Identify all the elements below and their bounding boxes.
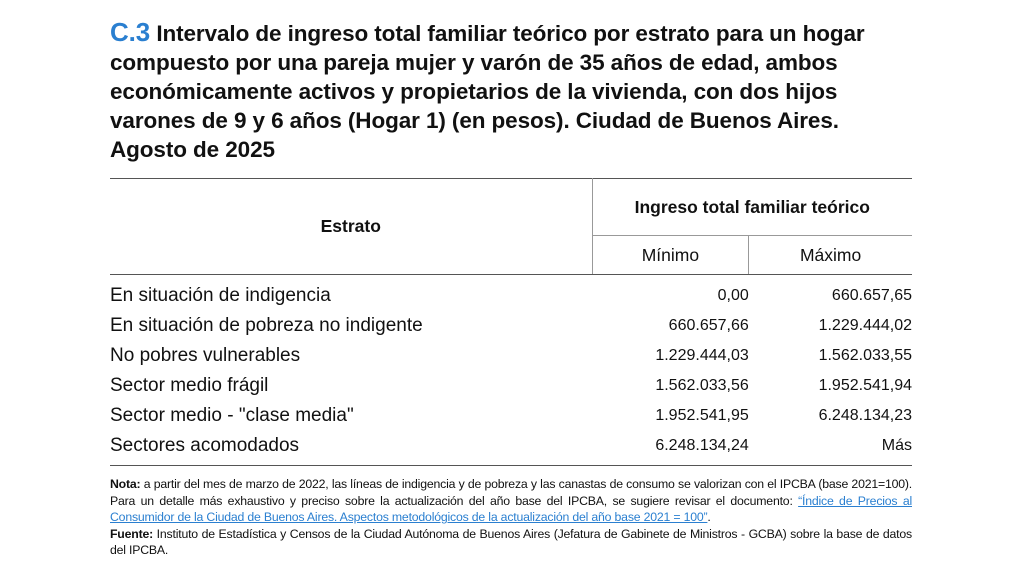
maximo-cell: Más xyxy=(749,431,912,466)
table-row xyxy=(110,401,912,431)
fuente-paragraph xyxy=(110,526,912,559)
header-maximo: Máximo xyxy=(749,236,912,275)
table-code: C.3 xyxy=(110,17,151,47)
maximo-cell: 1.229.444,02 xyxy=(818,317,912,334)
minimo-cell: 0,00 xyxy=(717,287,749,304)
table-row xyxy=(110,371,912,401)
income-table xyxy=(110,178,912,466)
estrato-cell: Sectores acomodados xyxy=(110,431,592,466)
minimo-cell: 1.229.444,03 xyxy=(655,347,749,364)
maximo-cell: 660.657,65 xyxy=(831,287,912,304)
estrato-cell: En situación de pobreza no indigente xyxy=(110,315,423,336)
table-title-text: Intervalo de ingreso total familiar teórico por estrato para un hogar compuesto por una pareja mujer y varón de 35 años de edad, ambos económicamente activos y propietarios de la vivienda, con dos hijos varones de 9 y 6 años (Hogar 1) (en pesos). Ciudad de Buenos Aires. Agosto de 2025 xyxy=(110,21,865,162)
nota-label: Nota: xyxy=(110,477,141,491)
ipcba-document-link[interactable]: “Índice de Precios al Consumidor de la Ciudad de Buenos Aires. Aspectos metodológicos de la actualización del año base 2021 = 100” xyxy=(110,493,912,524)
table-notes xyxy=(110,476,912,559)
maximo-cell: 6.248.134,23 xyxy=(818,407,912,424)
estrato-cell: En situación de indigencia xyxy=(110,285,331,306)
header-ingreso: Ingreso total familiar teórico xyxy=(592,179,912,236)
nota-text: a partir del mes de marzo de 2022, las líneas de indigencia y de pobreza y las canastas de consumo se valorizan con el IPCBA (base 2021=100). Para un detalle más exhaustivo y preciso sobre la actualización del año base del IPCBA, se sugiere revisar el documento: xyxy=(110,477,912,508)
minimo-cell: 1.952.541,95 xyxy=(655,407,749,424)
table-row xyxy=(110,311,912,341)
fuente-label: Fuente: xyxy=(110,526,154,541)
header-estrato: Estrato xyxy=(110,179,592,275)
maximo-cell: 1.562.033,55 xyxy=(818,347,912,364)
maximo-cell: 1.952.541,94 xyxy=(818,377,912,394)
table-row xyxy=(110,341,912,371)
estrato-cell: Sector medio - "clase media" xyxy=(110,405,354,426)
minimo-cell: 660.657,66 xyxy=(668,317,749,334)
estrato-cell: No pobres vulnerables xyxy=(110,345,301,366)
table-title xyxy=(110,18,912,164)
estrato-cell: Sector medio frágil xyxy=(110,375,269,396)
document-page xyxy=(110,18,912,559)
nota-end: . xyxy=(707,510,711,524)
fuente-text: Instituto de Estadística y Censos de la Ciudad Autónoma de Buenos Aires (Jefatura de Gabinete de Ministros - GCBA) sobre la base de datos del IPCBA. xyxy=(110,526,912,557)
nota-paragraph xyxy=(110,476,912,526)
header-minimo: Mínimo xyxy=(592,236,749,275)
minimo-cell: 6.248.134,24 xyxy=(592,431,749,466)
table-row xyxy=(110,275,912,312)
table-row xyxy=(110,431,912,466)
minimo-cell: 1.562.033,56 xyxy=(655,377,749,394)
